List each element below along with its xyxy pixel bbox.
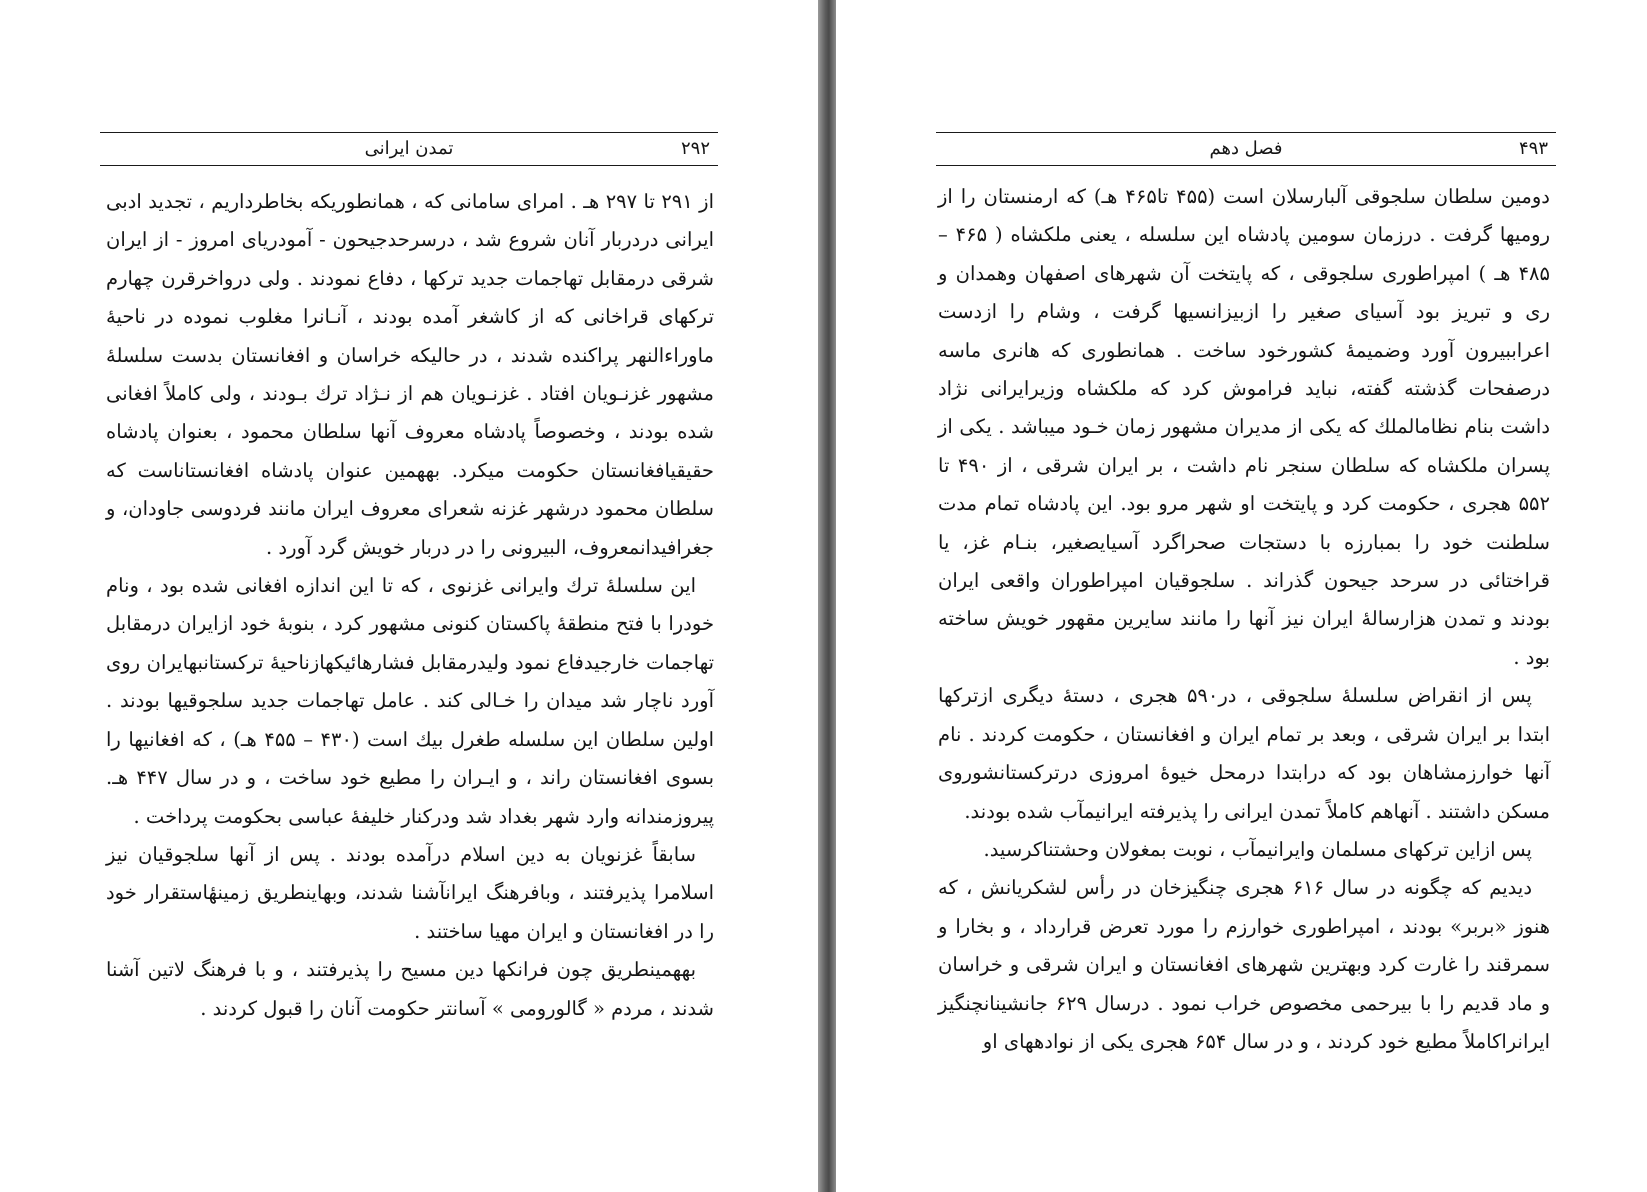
left-running-head — [100, 132, 718, 166]
left-paragraph-3: سابقاً غزنویان به دین اسلام درآمده بودند . پس از آنها سلجوقیان نیز اسلامرا پذیرفتند ، وبافرهنگ ایرانآشنا شدند، وبهاینطریق زمینهٔاستقرار خود را در افغانستان و ایران مهیا ساختند . — [106, 842, 714, 943]
left-running-title: تمدن ایرانی — [364, 138, 454, 159]
book-gutter — [818, 0, 836, 1192]
left-page — [0, 0, 818, 1192]
left-paragraph-1: از ۲۹۱ تا ۲۹۷ هـ . امرای سامانی که ، همانطوریکه بخاطرداریم ، تجدید ادبی ایرانی دردربار آنان شروع شد ، درسرحدجیحون - آمودریای امروز - از ایران شرقی درمقابل تهاجمات جدید ترکها ، دفاع نمودند . ولی درواخرقرن چهارم ترکهای قراخانی که از کاشغر آمده بودند ، آنـانرا مغلوب نموده در ناحیهٔ ماوراءالنهر پراکنده شدند ، در حالیکه خراسان و افغانستان بدست سلسلهٔ مشهور غزنـویان افتاد . غزنـویان هم از نـژاد ترك بـودند ، ولی کاملاً افغانی شده بودند ، وخصوصاً پادشاه معروف آنها سلطان محمود ، بعنوان پادشاه حقیقیافغانستان حکومت میکرد. بههمین عنوان پادشاه افغانستاناست که سلطان محمود درشهر غزنه شعرای معروف ایران مانند فردوسی جاودان، و جغرافیدانمعروف، البیرونی را در دربار خویش گرد آورد . — [106, 190, 714, 559]
right-paragraph-1: دومین سلطان سلجوقی آلبارسلان است (۴۵۵ تا۴۶۵ هـ) که ارمنستان را از رومیها گرفت . درزمان سومین پادشاه این سلسله ، یعنی ملکشاه ( ۴۶۵ – ۴۸۵ هـ ) امپراطوری سلجوقی ، که پایتخت آن شهرهای اصفهان وهمدان و ری و تبریز بود آسیای صغیر را ازبیزانسیها گرفت ، وشام را ازدست اعراببیرون آورد وضمیمهٔ کشورخود ساخت . همانطوری که هانری ماسه درصفحات گذشته گفته، نباید فراموش کرد که ملکشاه وزیرایرانی نژاد داشت بنام نظامالملك که یکی از مدیران مشهور زمان خـود میباشد . یکی از پسران ملکشاه که سلطان سنجر نام داشت ، بر ایران شرقی ، از ۴۹۰ تا ۵۵۲ هجری ، حکومت کرد و پایتخت او شهر مرو بود. این پادشاه تمام مدت سلطنت خود را بمبارزه با دستجات صحراگرد آسیایصغیر، بنـام غز، یا قراختائی در سرحد جیحون گذراند . سلجوقیان امپراطوران واقعی ایران بودند و تمدن هزارسالهٔ ایران نیز آنها را مانند سایرین مقهور خویش ساخته بود . — [938, 185, 1550, 669]
right-page-number: ۴۹۳ — [1518, 138, 1548, 159]
right-page — [836, 0, 1647, 1192]
right-running-title: فصل دهم — [1209, 138, 1283, 159]
left-paragraph-2: این سلسلهٔ ترك وایرانی غزنوی ، که تا این اندازه افغانی شده بود ، ونام خودرا با فتح منطقهٔ پاکستان کنونی مشهور کرد ، بنوبهٔ خود ازایران درمقابل تهاجمات خارجیدفاع نمود ولیدرمقابل فشارهائیکهازناحیهٔ ترکستانبهایران روی آورد ناچار شد میدان را خـالی کند . عامل تهاجمات جدید سلجوقیها بودند . اولین سلطان این سلسله طغرل بیك است (۴۳۰ – ۴۵۵ هـ) ، که افغانیها را بسوی افغانستان راند ، و ایـران را مطیع خود ساخت ، و در سال ۴۴۷ هـ. پیروزمندانه وارد شهر بغداد شد ودرکنار خلیفهٔ عباسی بحکومت پرداخت . — [106, 574, 714, 828]
right-paragraph-4: دیدیم که چگونه در سال ۶۱۶ هجری چنگیزخان در رأس لشکریانش ، که هنوز «بربر» بودند ، امپراطوری خوارزم را مورد تعرض قرارداد ، و بخارا و سمرقند را غارت کرد وبهترین شهرهای افغانستان و ایران شرقی و خراسان و ماد قدیم را با بیرحمی مخصوص خراب نمود . درسال ۶۲۹ جانشینانچنگیز ایرانراکاملاً مطیع خود کردند ، و در سال ۶۵۴ هجری یکی از نوادههای او — [938, 876, 1550, 1053]
right-body-text — [938, 178, 1550, 1061]
left-body-text — [106, 183, 714, 1028]
right-paragraph-3: پس ازاین ترکهای مسلمان وایرانیمآب ، نوبت بمغولان وحشتناكرسید. — [983, 837, 1532, 861]
right-running-head — [936, 132, 1556, 166]
left-page-number: ۲۹۲ — [680, 138, 710, 159]
left-paragraph-4: بههمینطریق چون فرانکها دین مسیح را پذیرفتند ، و با فرهنگ لاتین آشنا شدند ، مردم « گالورومی » آسانتر حکومت آنان را قبول کردند . — [106, 958, 714, 1020]
right-paragraph-2: پس از انقراض سلسلهٔ سلجوقی ، در۵۹۰ هجری ، دستهٔ دیگری ازترکها ابتدا بر ایران شرقی ، وبعد بر تمام ایران و افغانستان ، حکومت کردند . نام آنها خوارزمشاهان بود که درابتدا درمحل خیوهٔ امروزی درترکستانشوروی مسکن داشتند . آنهاهم کاملاً تمدن ایرانی را پذیرفته ایرانیمآب شده بودند. — [938, 684, 1550, 823]
